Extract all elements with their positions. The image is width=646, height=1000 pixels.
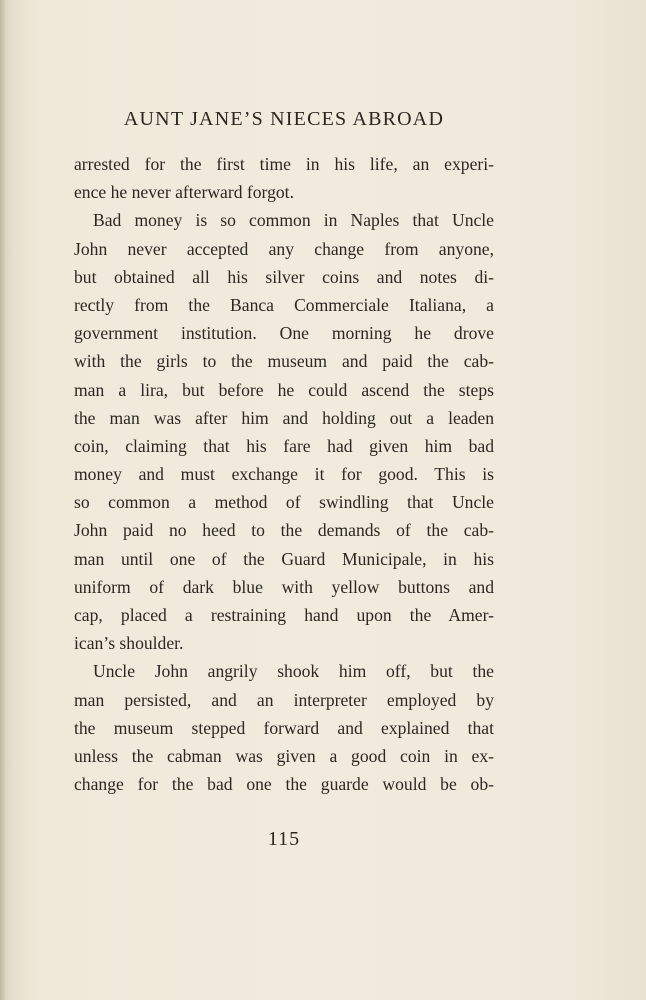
page-number: 115 xyxy=(267,828,301,850)
text-line: Bad money is so common in Naples that Uncle xyxy=(93,210,494,231)
text-line: John never accepted any change from anyone, xyxy=(74,238,494,259)
text-line: but obtained all his silver coins and notes di- xyxy=(74,266,494,287)
text-line: so common a method of swindling that Uncle xyxy=(74,492,494,513)
text-line: coin, claiming that his fare had given him bad xyxy=(74,435,494,456)
body-text xyxy=(74,150,494,798)
text-line: cap, placed a restraining hand upon the Amer- xyxy=(74,605,494,625)
running-head-title: AUNT JANE’S NIECES ABROAD xyxy=(123,108,445,130)
text-line: with the girls to the museum and paid the cab- xyxy=(74,351,494,372)
text-line: change for the bad one the guarde would be ob- xyxy=(74,774,494,795)
text-line: uniform of dark blue with yellow buttons and xyxy=(74,576,494,597)
text-line: unless the cabman was given a good coin in ex- xyxy=(74,745,494,766)
text-line: government institution. One morning he drove xyxy=(74,323,494,344)
text-line: rectly from the Banca Commerciale Italiana, a xyxy=(74,294,494,315)
text-line: Uncle John angrily shook him off, but the xyxy=(93,661,494,682)
text-line: man a lira, but before he could ascend the steps xyxy=(74,379,494,400)
text-line: ence he never afterward forgot. xyxy=(74,182,294,203)
text-line: man persisted, and an interpreter employed by xyxy=(74,689,494,710)
text-line: the man was after him and holding out a leaden xyxy=(74,407,494,428)
text-line: arrested for the first time in his life, an experi- xyxy=(74,154,494,174)
text-line: the museum stepped forward and explained that xyxy=(74,717,494,738)
text-line: ican’s shoulder. xyxy=(74,633,184,654)
text-line: John paid no heed to the demands of the cab- xyxy=(74,520,494,541)
text-line: money and must exchange it for good. This is xyxy=(74,464,494,485)
text-line: man until one of the Guard Municipale, in his xyxy=(74,548,494,569)
